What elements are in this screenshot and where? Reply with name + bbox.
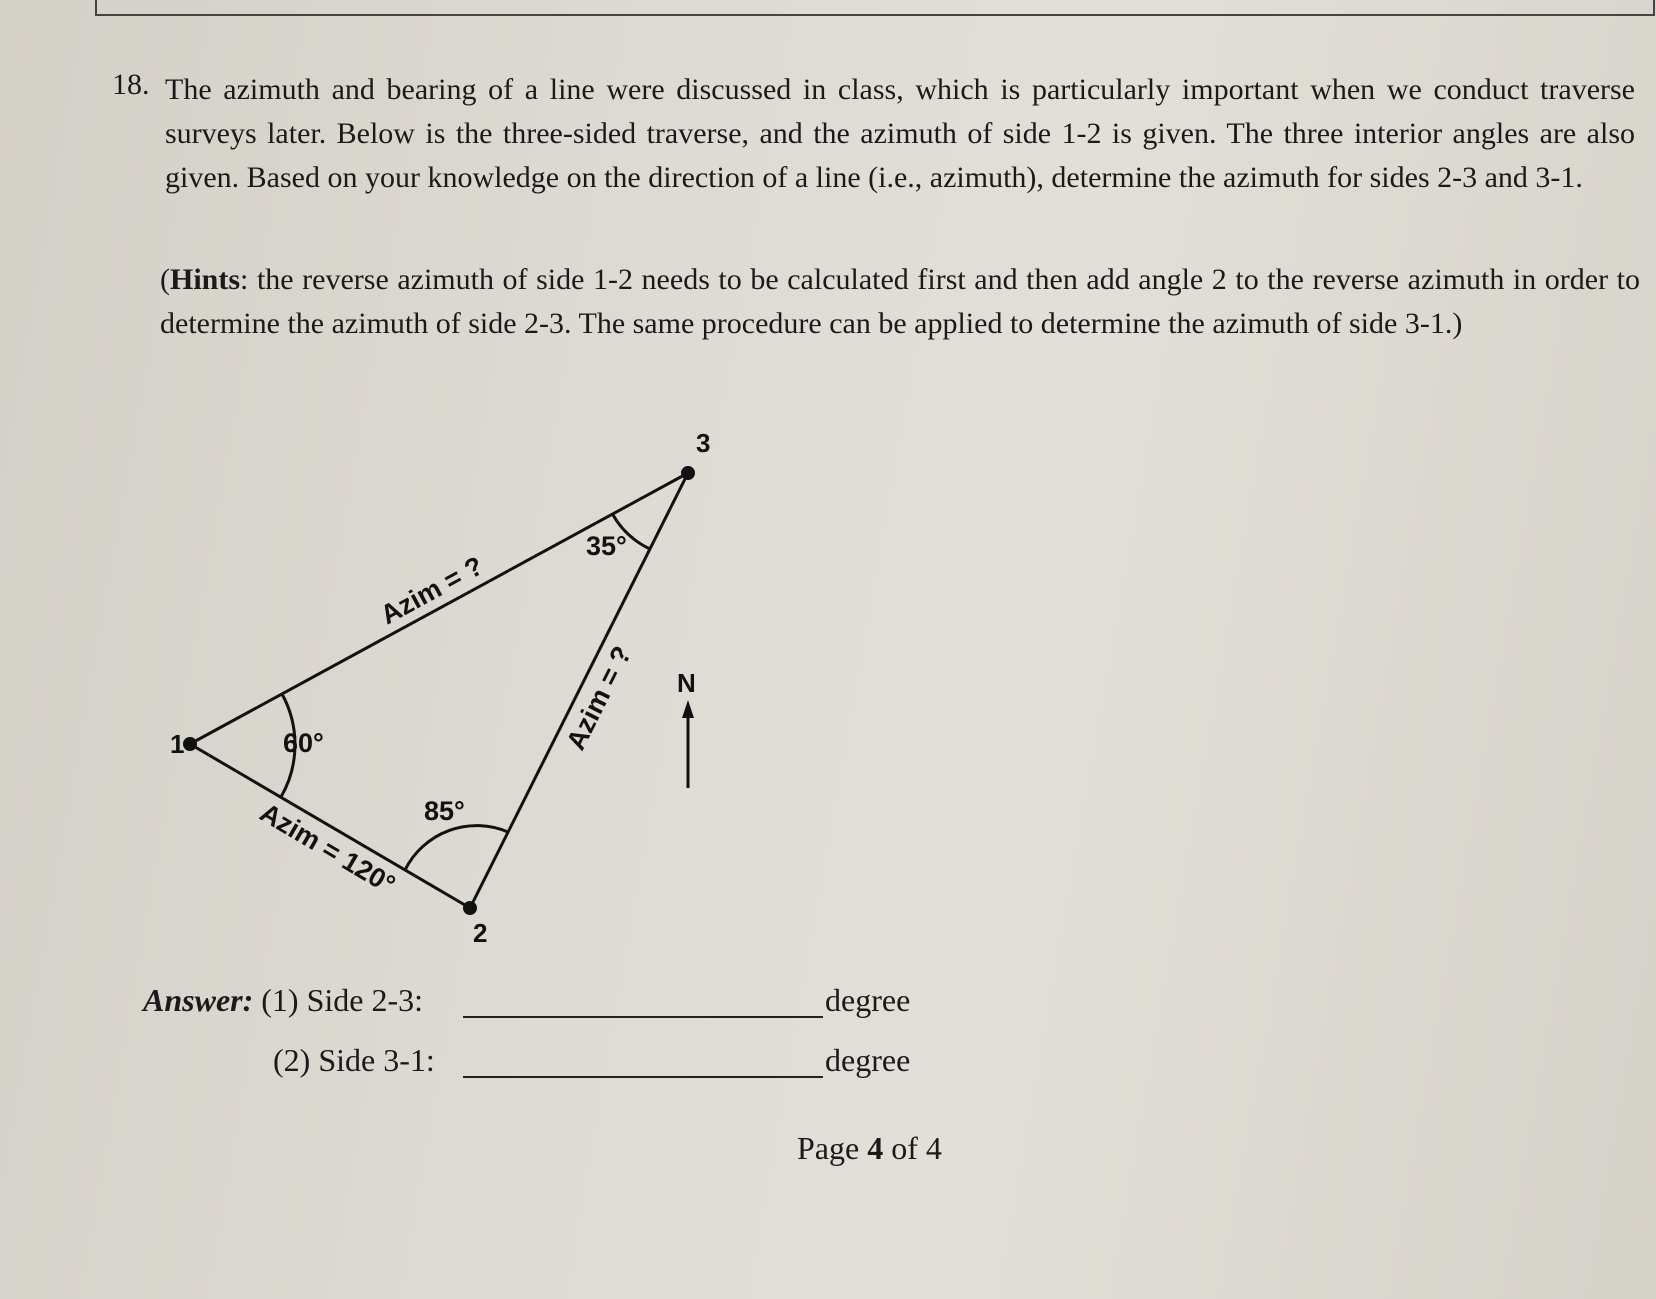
side-1-2 xyxy=(190,744,470,908)
page-total: of 4 xyxy=(883,1130,942,1166)
answer-2-blank[interactable] xyxy=(463,1076,823,1078)
north-arrow-head xyxy=(682,700,694,718)
answer-1-prompt: (1) Side 2-3: xyxy=(261,982,423,1018)
answer-line-1 xyxy=(143,982,423,1019)
station-2-label: 2 xyxy=(473,918,488,948)
north-label: N xyxy=(677,668,696,698)
azimuth-2-3-label: Azim = ? xyxy=(560,641,638,755)
angle-2-label: 85° xyxy=(424,796,465,826)
azimuth-1-3-label: Azim = ? xyxy=(375,550,489,631)
answer-1-blank[interactable] xyxy=(463,1016,823,1018)
answer-label: Answer: xyxy=(143,982,254,1018)
hints-open-paren: ( xyxy=(160,263,170,296)
page-prefix: Page xyxy=(797,1130,868,1166)
station-1-point xyxy=(183,737,197,751)
station-3-point xyxy=(681,466,695,480)
station-1-label: 1 xyxy=(170,729,185,759)
answer-2-prompt: (2) Side 3-1: xyxy=(273,1042,435,1078)
question-text: The azimuth and bearing of a line were discussed in class, which is particularly important when we conduct traverse surveys later. Below is the three-sided traverse, and the azimuth of side 1-2 is given. The three interior angles are also given. Based on your knowledge on the direction of a line (i.e., azimuth), determine the azimuth for sides 2-3 and 3-1. xyxy=(165,73,1635,194)
question-number: 18. xyxy=(112,68,150,101)
station-2-point xyxy=(463,901,477,915)
page-current: 4 xyxy=(867,1130,884,1166)
angle-1-label: 60° xyxy=(283,728,324,758)
answer-2-unit: degree xyxy=(825,1042,911,1078)
side-1-3 xyxy=(190,473,688,744)
hints-text: : the reverse azimuth of side 1-2 needs to be calculated first and then add angle 2 to the reverse azimuth in order to determine the azimuth of side 2-3. The same procedure can be applied to determine the azimuth of side 3-1.) xyxy=(160,263,1640,340)
station-3-label: 3 xyxy=(696,428,711,458)
angle-3-label: 35° xyxy=(586,531,627,561)
azimuth-1-2-label: Azim = 120° xyxy=(254,797,401,900)
page-number xyxy=(797,1130,942,1167)
answer-1-unit: degree xyxy=(825,982,911,1018)
side-2-3 xyxy=(470,473,688,908)
hints-label: Hints xyxy=(170,263,241,296)
